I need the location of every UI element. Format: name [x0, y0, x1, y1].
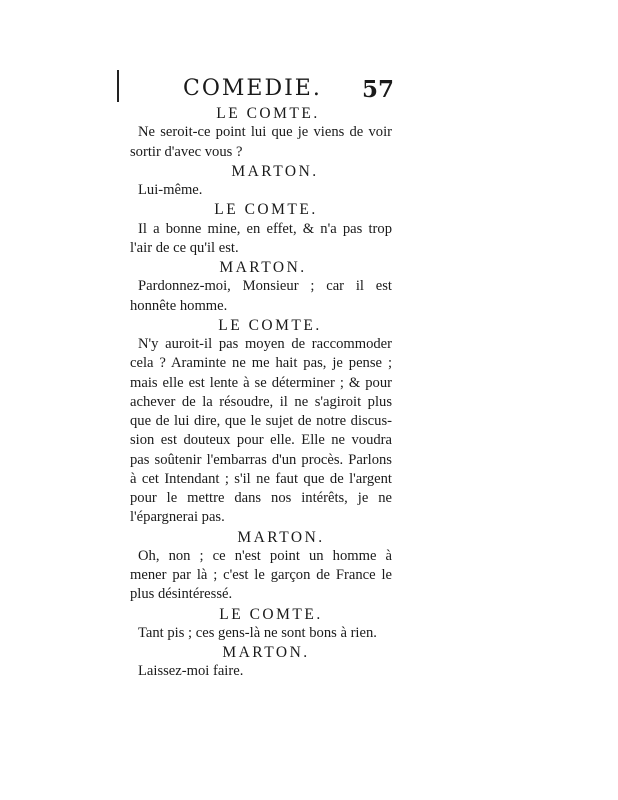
speech-line: mais elle est lente à se déterminer ; & pour	[130, 374, 392, 391]
speech-line: N'y auroit-il pas moyen de raccommoder	[138, 336, 392, 352]
speaker-name: MARTON.	[222, 644, 310, 661]
speech-line: Oh, non ; ce n'est point un homme à	[138, 547, 392, 564]
speaker-name: LE COMTE.	[216, 105, 320, 122]
speaker-name: MARTON.	[237, 528, 325, 546]
speech-line: Laissez-moi faire.	[138, 663, 244, 680]
speech-line: Il a bonne mine, en effet, & n'a pas trop	[138, 220, 392, 237]
speech	[130, 181, 392, 200]
speech-line: pas soûtenir l'embarras d'un procès. Parlons	[130, 451, 392, 468]
dialogue-text	[130, 104, 392, 682]
speech-line: l'air de ce qu'il est.	[130, 239, 239, 256]
speech-line: à cet Intendant ; s'il ne faut que de l'argent	[130, 470, 392, 487]
speaker-name: LE COMTE.	[219, 605, 323, 623]
speech	[130, 220, 392, 259]
speech	[130, 123, 392, 162]
speech-line: cela ? Araminte ne me hait pas, je pense ;	[130, 355, 392, 372]
speech	[130, 277, 392, 316]
speaker-name: MARTON.	[231, 162, 319, 180]
speaker-name: MARTON.	[219, 259, 307, 276]
speech	[130, 335, 392, 528]
speech-line: Ne seroit-ce point lui que je viens de voir	[138, 124, 392, 141]
speech-line: mener par là ; c'est le garçon de France le	[130, 567, 392, 583]
margin-rule	[117, 70, 119, 102]
speech-line: que de lui dire, que le sujet de notre discus-	[130, 413, 392, 429]
page-number: 57	[362, 76, 395, 103]
speech-line: sion est douteux pour elle. Elle ne voudra	[130, 432, 392, 449]
speech	[130, 547, 392, 605]
speech-line: Pardonnez-moi, Monsieur ; car il est	[138, 278, 392, 295]
speech-line: Tant pis ; ces gens-là ne sont bons à rien.	[138, 624, 377, 641]
speech	[130, 624, 392, 643]
speech-line: l'épargnerai pas.	[130, 509, 225, 526]
speaker-name: LE COMTE.	[218, 316, 322, 334]
speech-line: honnête homme.	[130, 297, 228, 314]
speech-line: sortir d'avec vous ?	[130, 143, 243, 160]
speech-line: plus désintéressé.	[130, 586, 233, 603]
speech	[130, 662, 392, 681]
running-head: COMEDIE.	[183, 76, 322, 101]
speech-line: achever de la résoudre, il ne s'agiroit plus	[130, 393, 392, 410]
speech-line: Lui-même.	[138, 182, 203, 198]
speech-line: pour le mettre dans nos intérêts, je ne	[130, 490, 392, 506]
speaker-name: LE COMTE.	[214, 201, 318, 219]
